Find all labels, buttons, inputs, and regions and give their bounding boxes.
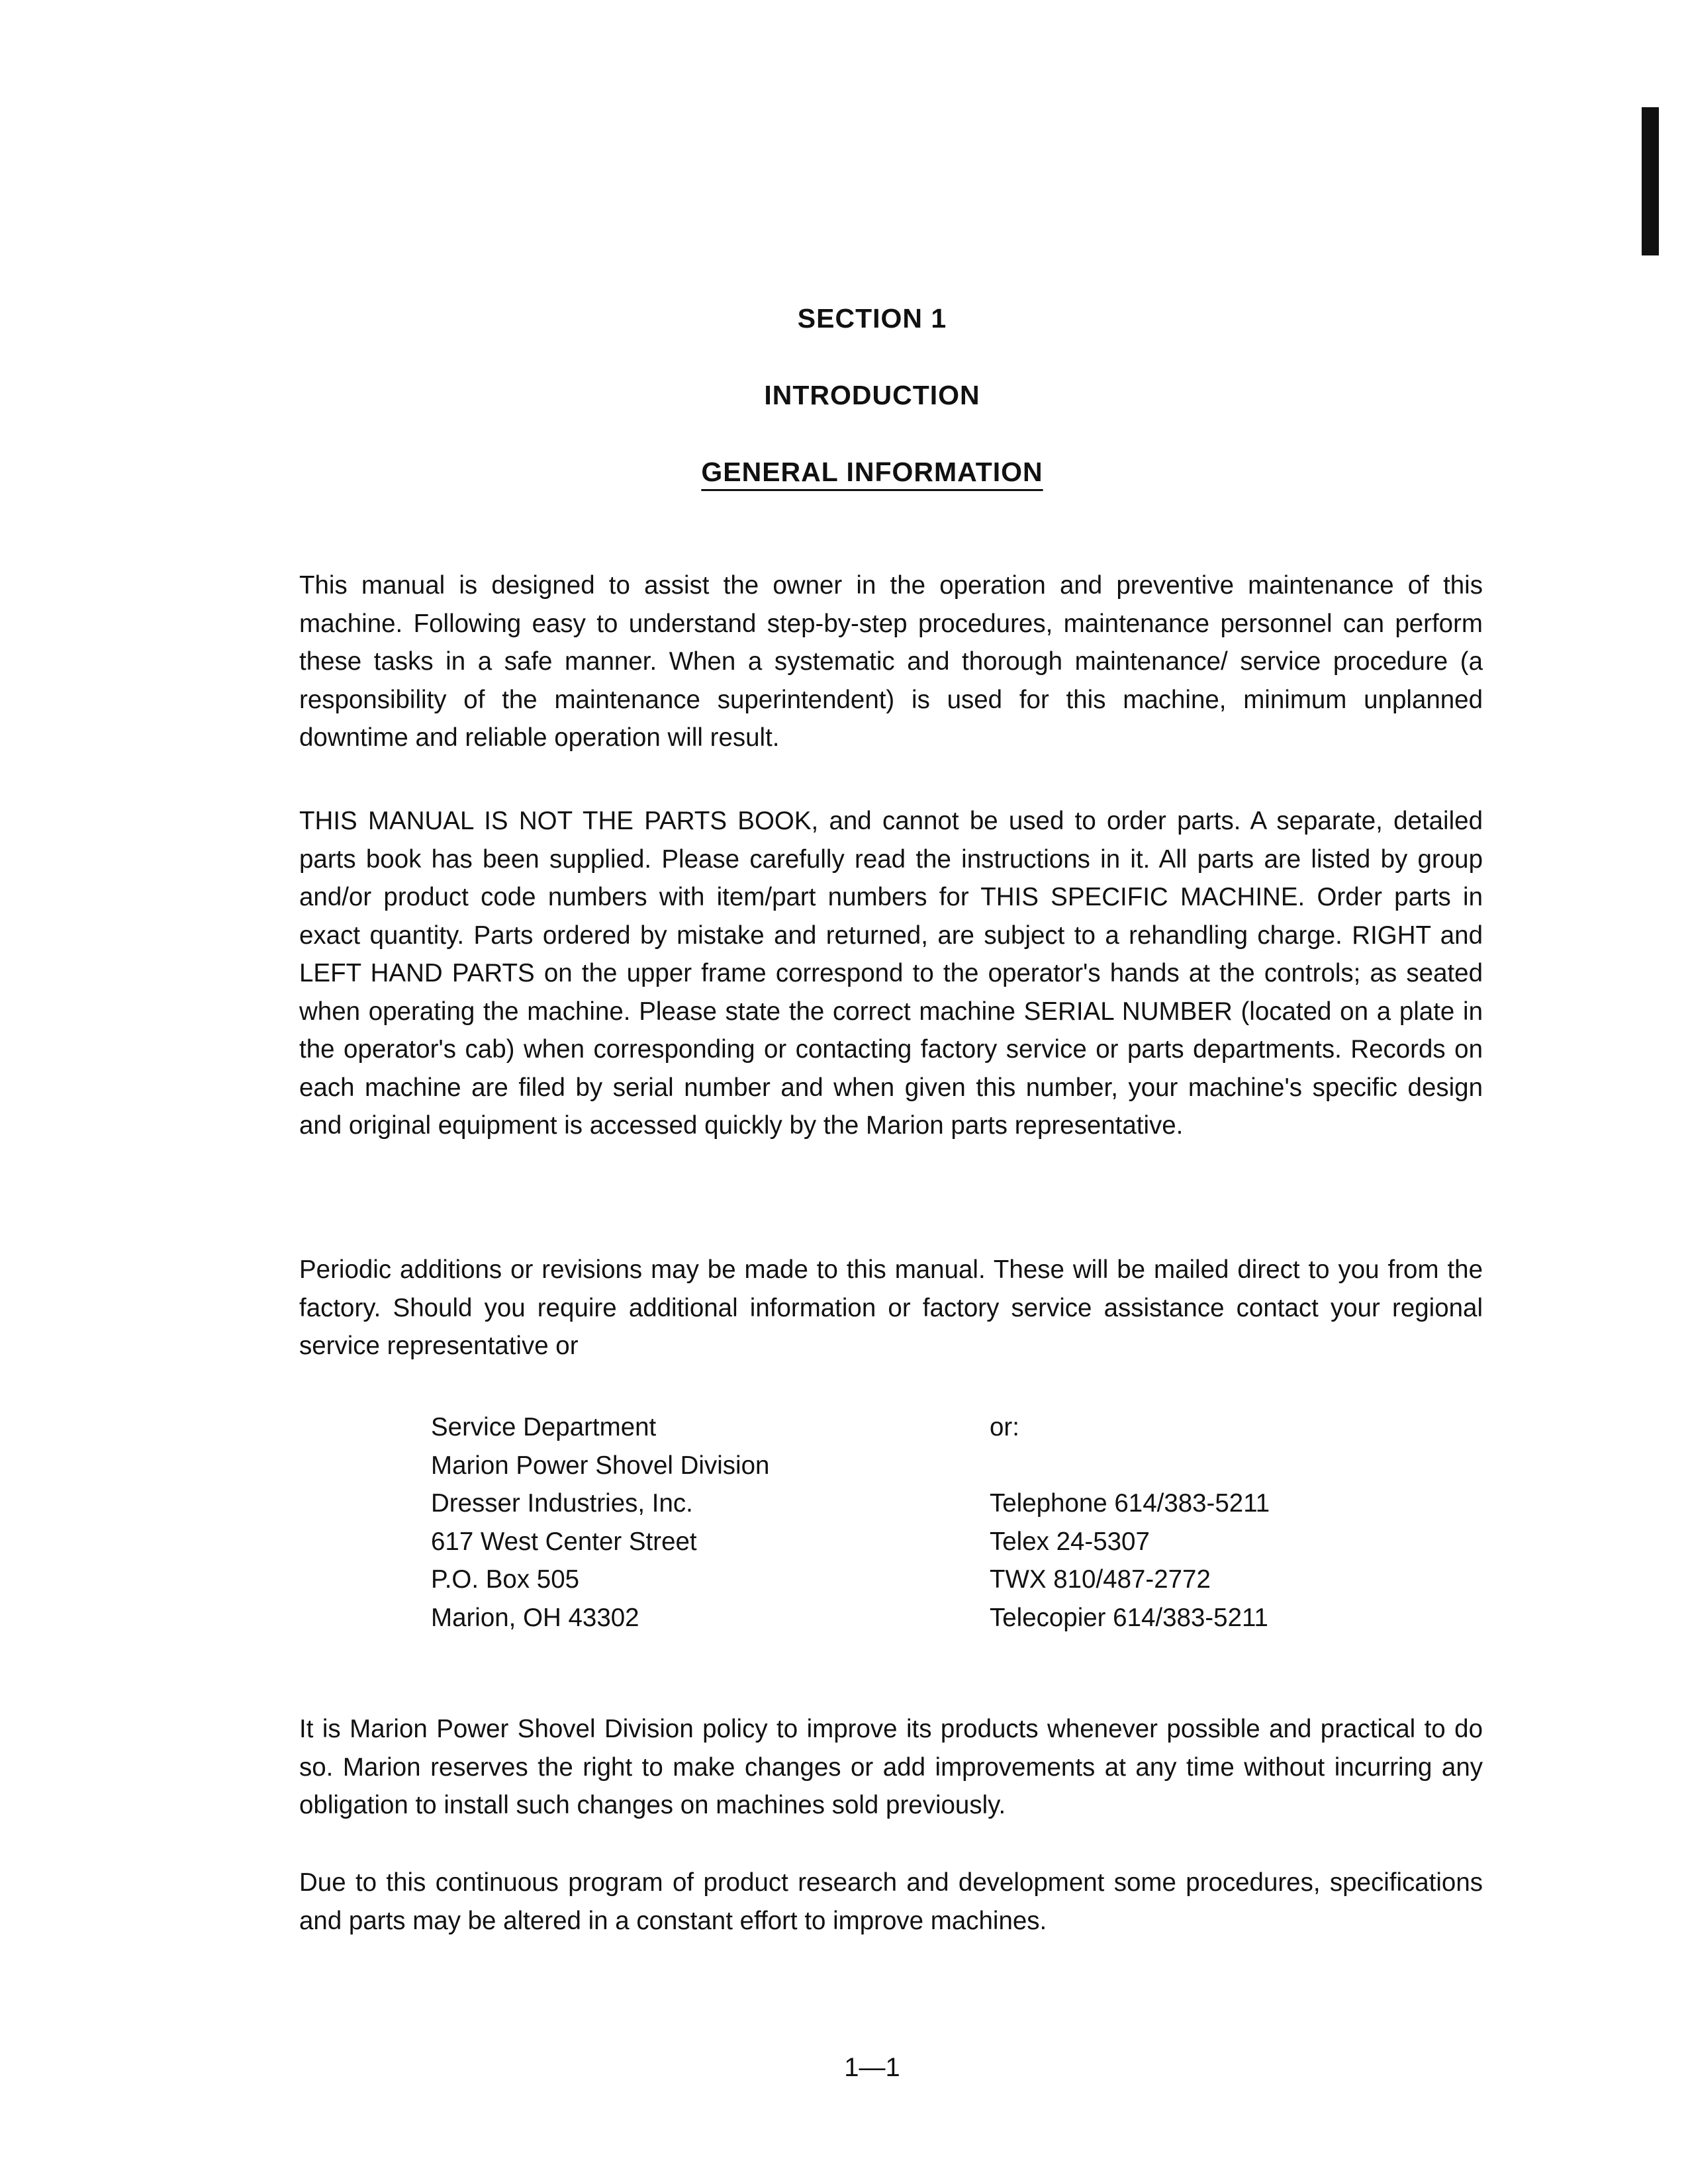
- service-address: [431, 1408, 828, 1637]
- telephone-line: Telephone 614/383-5211: [990, 1489, 1270, 1518]
- or-label: or:: [990, 1413, 1019, 1441]
- contact-info: [990, 1408, 1453, 1637]
- twx-line: TWX 810/487-2772: [990, 1565, 1211, 1594]
- section-title: INTRODUCTION: [764, 380, 980, 410]
- address-line: Service Department: [431, 1413, 657, 1441]
- address-line: Marion Power Shovel Division: [431, 1451, 770, 1480]
- paragraph-intro: This manual is designed to assist the owner in the operation and preventive maintenance of this machine. Following easy to understand step-by-step procedures, maintenance personnel can perform these tasks in a safe manner. When a systematic and thorough maintenance/ service procedure (a responsibility of the maintenance superintendent) is used for this machine, minimum unplanned downtime and reliable operation will result.: [299, 571, 1483, 752]
- section-label: SECTION 1: [797, 303, 947, 334]
- address-line: Marion, OH 43302: [431, 1603, 639, 1632]
- paragraph-policy: It is Marion Power Shovel Division policy to improve its products whenever possible and practical to do so. Marion reserves the right to make changes or add improvements at any time without incurring any obligation to install such changes on machines sold previously.: [299, 1715, 1483, 1819]
- paragraph-research: Due to this continuous program of product research and development some procedures, specifications and parts may be altered in a constant effort to improve machines.: [299, 1868, 1483, 1935]
- section-tab-marker: [1642, 107, 1659, 255]
- address-line: P.O. Box 505: [431, 1565, 580, 1594]
- subsection-title: [0, 457, 1688, 488]
- paragraph-parts-book: THIS MANUAL IS NOT THE PARTS BOOK, and cannot be used to order parts. A separate, detailed parts book has been supplied. Please carefully read the instructions in it. All parts are listed by group and/or product code numbers with item/part numbers for THIS SPECIFIC MACHINE. Order parts in exact quantity. Parts ordered by mistake and returned, are subject to a rehandling charge. RIGHT and LEFT HAND PARTS on the upper frame correspond to the operator's hands at the controls; as seated when operating the machine. Please state the correct machine SERIAL NUMBER (located on a plate in the operator's cab) when corresponding or contacting factory service or parts departments. Records on each machine are filed by serial number and when given this number, your machine's specific design and original equipment is accessed quickly by the Marion parts representative.: [299, 807, 1483, 1140]
- address-line: 617 West Center Street: [431, 1527, 697, 1556]
- address-line: Dresser Industries, Inc.: [431, 1489, 693, 1518]
- subsection-title-text: GENERAL INFORMATION: [701, 457, 1043, 487]
- telecopier-line: Telecopier 614/383-5211: [990, 1603, 1268, 1632]
- telex-line: Telex 24-5307: [990, 1527, 1150, 1556]
- page-number: 1—1: [844, 2053, 900, 2082]
- paragraph-revisions: Periodic additions or revisions may be made to this manual. These will be mailed direct to you from the factory. Should you require additional information or factory service assistance contact your regional service representative or: [299, 1255, 1483, 1360]
